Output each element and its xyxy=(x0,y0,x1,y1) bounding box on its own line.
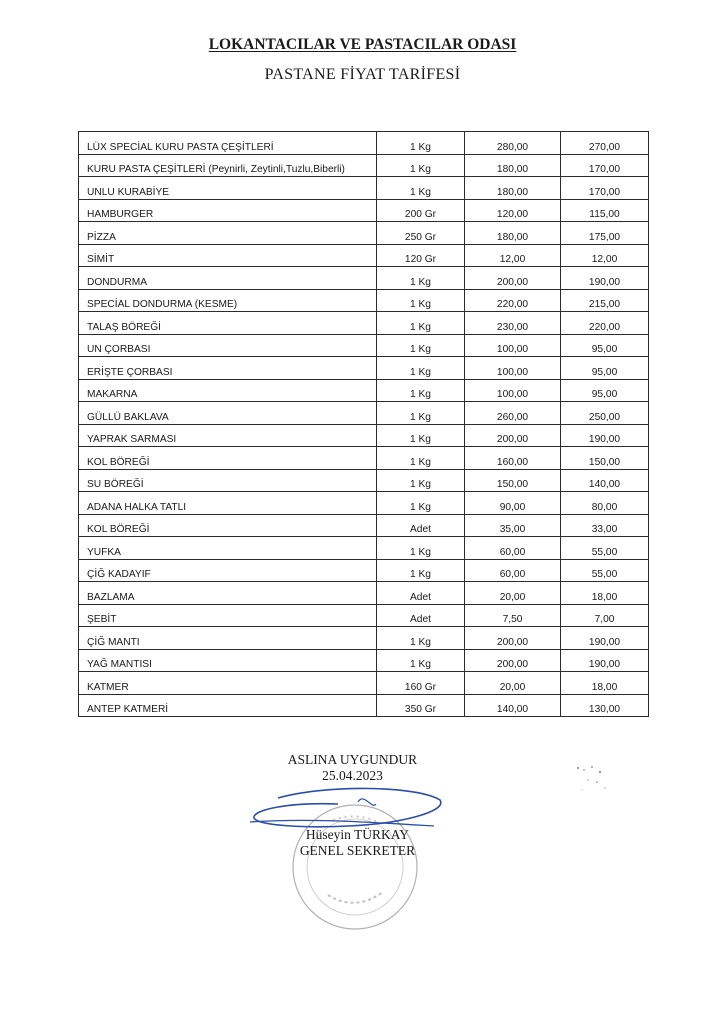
price-1-cell: 90,00 xyxy=(465,492,561,515)
price-1-cell: 200,00 xyxy=(465,627,561,650)
price-2-cell: 170,00 xyxy=(561,154,649,177)
unit-cell: 350 Gr xyxy=(377,694,465,717)
product-name-cell: KOL BÖREĞİ xyxy=(79,447,377,470)
document-title: LOKANTACILAR VE PASTACILAR ODASI xyxy=(208,36,517,53)
unit-cell: 1 Kg xyxy=(377,267,465,290)
product-name-cell: BAZLAMA xyxy=(79,582,377,605)
price-1-cell: 20,00 xyxy=(465,672,561,695)
unit-cell: Adet xyxy=(377,514,465,537)
unit-cell: 1 Kg xyxy=(377,447,465,470)
price-2-cell: 7,00 xyxy=(561,604,649,627)
table-row xyxy=(79,424,649,447)
product-name-cell: ERİŞTE ÇORBASI xyxy=(79,357,377,380)
table-row xyxy=(79,604,649,627)
price-2-cell: 220,00 xyxy=(561,312,649,335)
table-row xyxy=(79,514,649,537)
signer-block xyxy=(235,827,480,859)
price-1-cell: 7,50 xyxy=(465,604,561,627)
price-1-cell: 180,00 xyxy=(465,154,561,177)
price-1-cell: 200,00 xyxy=(465,424,561,447)
unit-cell: 1 Kg xyxy=(377,402,465,425)
price-2-cell: 130,00 xyxy=(561,694,649,717)
price-2-cell: 140,00 xyxy=(561,469,649,492)
product-name-cell: TALAŞ BÖREĞİ xyxy=(79,312,377,335)
signer-position: GENEL SEKRETER xyxy=(299,843,416,858)
price-1-cell: 20,00 xyxy=(465,582,561,605)
table-row xyxy=(79,334,649,357)
table-row xyxy=(79,289,649,312)
table-row xyxy=(79,694,649,717)
price-1-cell: 60,00 xyxy=(465,537,561,560)
table-row xyxy=(79,559,649,582)
product-name-cell: GÜLLÜ BAKLAVA xyxy=(79,402,377,425)
price-1-cell: 220,00 xyxy=(465,289,561,312)
table-row xyxy=(79,447,649,470)
unit-cell: 1 Kg xyxy=(377,424,465,447)
table-row xyxy=(79,582,649,605)
table-row xyxy=(79,379,649,402)
unit-cell: 1 Kg xyxy=(377,312,465,335)
price-2-cell: 175,00 xyxy=(561,222,649,245)
table-row xyxy=(79,537,649,560)
price-2-cell: 115,00 xyxy=(561,199,649,222)
unit-cell: 1 Kg xyxy=(377,492,465,515)
price-2-cell: 33,00 xyxy=(561,514,649,537)
product-name-cell: HAMBURGER xyxy=(79,199,377,222)
table-row xyxy=(79,357,649,380)
product-name-cell: DONDURMA xyxy=(79,267,377,290)
price-2-cell: 95,00 xyxy=(561,357,649,380)
price-table xyxy=(78,131,649,717)
approval-date: 25.04.2023 xyxy=(322,768,383,783)
price-2-cell: 170,00 xyxy=(561,177,649,200)
unit-cell: 1 Kg xyxy=(377,559,465,582)
table-row xyxy=(79,222,649,245)
product-name-cell: YAPRAK SARMASI xyxy=(79,424,377,447)
price-table-body xyxy=(79,132,649,717)
product-name-cell: SİMİT xyxy=(79,244,377,267)
price-2-cell: 12,00 xyxy=(561,244,649,267)
price-2-cell: 18,00 xyxy=(561,582,649,605)
unit-cell: 250 Gr xyxy=(377,222,465,245)
price-1-cell: 35,00 xyxy=(465,514,561,537)
price-2-cell: 55,00 xyxy=(561,559,649,582)
product-name-cell: KURU PASTA ÇEŞİTLERİ (Peynirli, Zeytinli,Tuzlu,Biberli) xyxy=(79,154,377,177)
unit-cell: 1 Kg xyxy=(377,537,465,560)
price-1-cell: 120,00 xyxy=(465,199,561,222)
approval-block xyxy=(230,752,475,784)
product-name-cell: ŞEBİT xyxy=(79,604,377,627)
table-row xyxy=(79,672,649,695)
price-2-cell: 190,00 xyxy=(561,649,649,672)
price-1-cell: 200,00 xyxy=(465,649,561,672)
product-name-cell: YAĞ MANTISI xyxy=(79,649,377,672)
scan-specks xyxy=(570,760,620,800)
price-1-cell: 160,00 xyxy=(465,447,561,470)
product-name-cell: MAKARNA xyxy=(79,379,377,402)
product-name-cell: ADANA HALKA TATLI xyxy=(79,492,377,515)
product-name-cell: ANTEP KATMERİ xyxy=(79,694,377,717)
price-2-cell: 95,00 xyxy=(561,334,649,357)
product-name-cell: KATMER xyxy=(79,672,377,695)
table-row xyxy=(79,154,649,177)
price-2-cell: 190,00 xyxy=(561,627,649,650)
unit-cell: Adet xyxy=(377,604,465,627)
product-name-cell: KOL BÖREĞİ xyxy=(79,514,377,537)
signer-name: Hüseyin TÜRKAY xyxy=(305,827,410,842)
price-2-cell: 215,00 xyxy=(561,289,649,312)
table-row xyxy=(79,627,649,650)
price-1-cell: 280,00 xyxy=(465,132,561,155)
price-1-cell: 180,00 xyxy=(465,222,561,245)
product-name-cell: UNLU KURABİYE xyxy=(79,177,377,200)
product-name-cell: SPECİAL DONDURMA (KESME) xyxy=(79,289,377,312)
unit-cell: 1 Kg xyxy=(377,627,465,650)
approval-text: ASLINA UYGUNDUR xyxy=(287,752,418,767)
table-row xyxy=(79,267,649,290)
unit-cell: 1 Kg xyxy=(377,154,465,177)
product-name-cell: YUFKA xyxy=(79,537,377,560)
price-2-cell: 190,00 xyxy=(561,267,649,290)
price-1-cell: 150,00 xyxy=(465,469,561,492)
price-2-cell: 80,00 xyxy=(561,492,649,515)
unit-cell: 160 Gr xyxy=(377,672,465,695)
document-subtitle: PASTANE FİYAT TARİFESİ xyxy=(264,66,461,83)
price-1-cell: 12,00 xyxy=(465,244,561,267)
table-row xyxy=(79,649,649,672)
table-row xyxy=(79,199,649,222)
price-2-cell: 270,00 xyxy=(561,132,649,155)
unit-cell: 1 Kg xyxy=(377,289,465,312)
table-row xyxy=(79,469,649,492)
unit-cell: Adet xyxy=(377,582,465,605)
price-1-cell: 60,00 xyxy=(465,559,561,582)
price-2-cell: 250,00 xyxy=(561,402,649,425)
price-1-cell: 140,00 xyxy=(465,694,561,717)
unit-cell: 1 Kg xyxy=(377,379,465,402)
price-1-cell: 230,00 xyxy=(465,312,561,335)
price-2-cell: 95,00 xyxy=(561,379,649,402)
price-1-cell: 180,00 xyxy=(465,177,561,200)
unit-cell: 1 Kg xyxy=(377,132,465,155)
unit-cell: 1 Kg xyxy=(377,469,465,492)
table-row xyxy=(79,177,649,200)
unit-cell: 1 Kg xyxy=(377,357,465,380)
product-name-cell: SU BÖREĞİ xyxy=(79,469,377,492)
price-1-cell: 260,00 xyxy=(465,402,561,425)
unit-cell: 1 Kg xyxy=(377,649,465,672)
price-2-cell: 55,00 xyxy=(561,537,649,560)
price-1-cell: 100,00 xyxy=(465,379,561,402)
product-name-cell: UN ÇORBASI xyxy=(79,334,377,357)
table-row xyxy=(79,132,649,155)
price-2-cell: 150,00 xyxy=(561,447,649,470)
price-1-cell: 200,00 xyxy=(465,267,561,290)
product-name-cell: ÇİĞ KADAYIF xyxy=(79,559,377,582)
unit-cell: 1 Kg xyxy=(377,177,465,200)
table-row xyxy=(79,312,649,335)
price-1-cell: 100,00 xyxy=(465,357,561,380)
table-row xyxy=(79,402,649,425)
table-row xyxy=(79,492,649,515)
product-name-cell: ÇİĞ MANTI xyxy=(79,627,377,650)
price-2-cell: 190,00 xyxy=(561,424,649,447)
unit-cell: 200 Gr xyxy=(377,199,465,222)
price-2-cell: 18,00 xyxy=(561,672,649,695)
unit-cell: 120 Gr xyxy=(377,244,465,267)
product-name-cell: LÜX SPECİAL KURU PASTA ÇEŞİTLERİ xyxy=(79,132,377,155)
table-row xyxy=(79,244,649,267)
product-name-cell: PİZZA xyxy=(79,222,377,245)
unit-cell: 1 Kg xyxy=(377,334,465,357)
price-1-cell: 100,00 xyxy=(465,334,561,357)
